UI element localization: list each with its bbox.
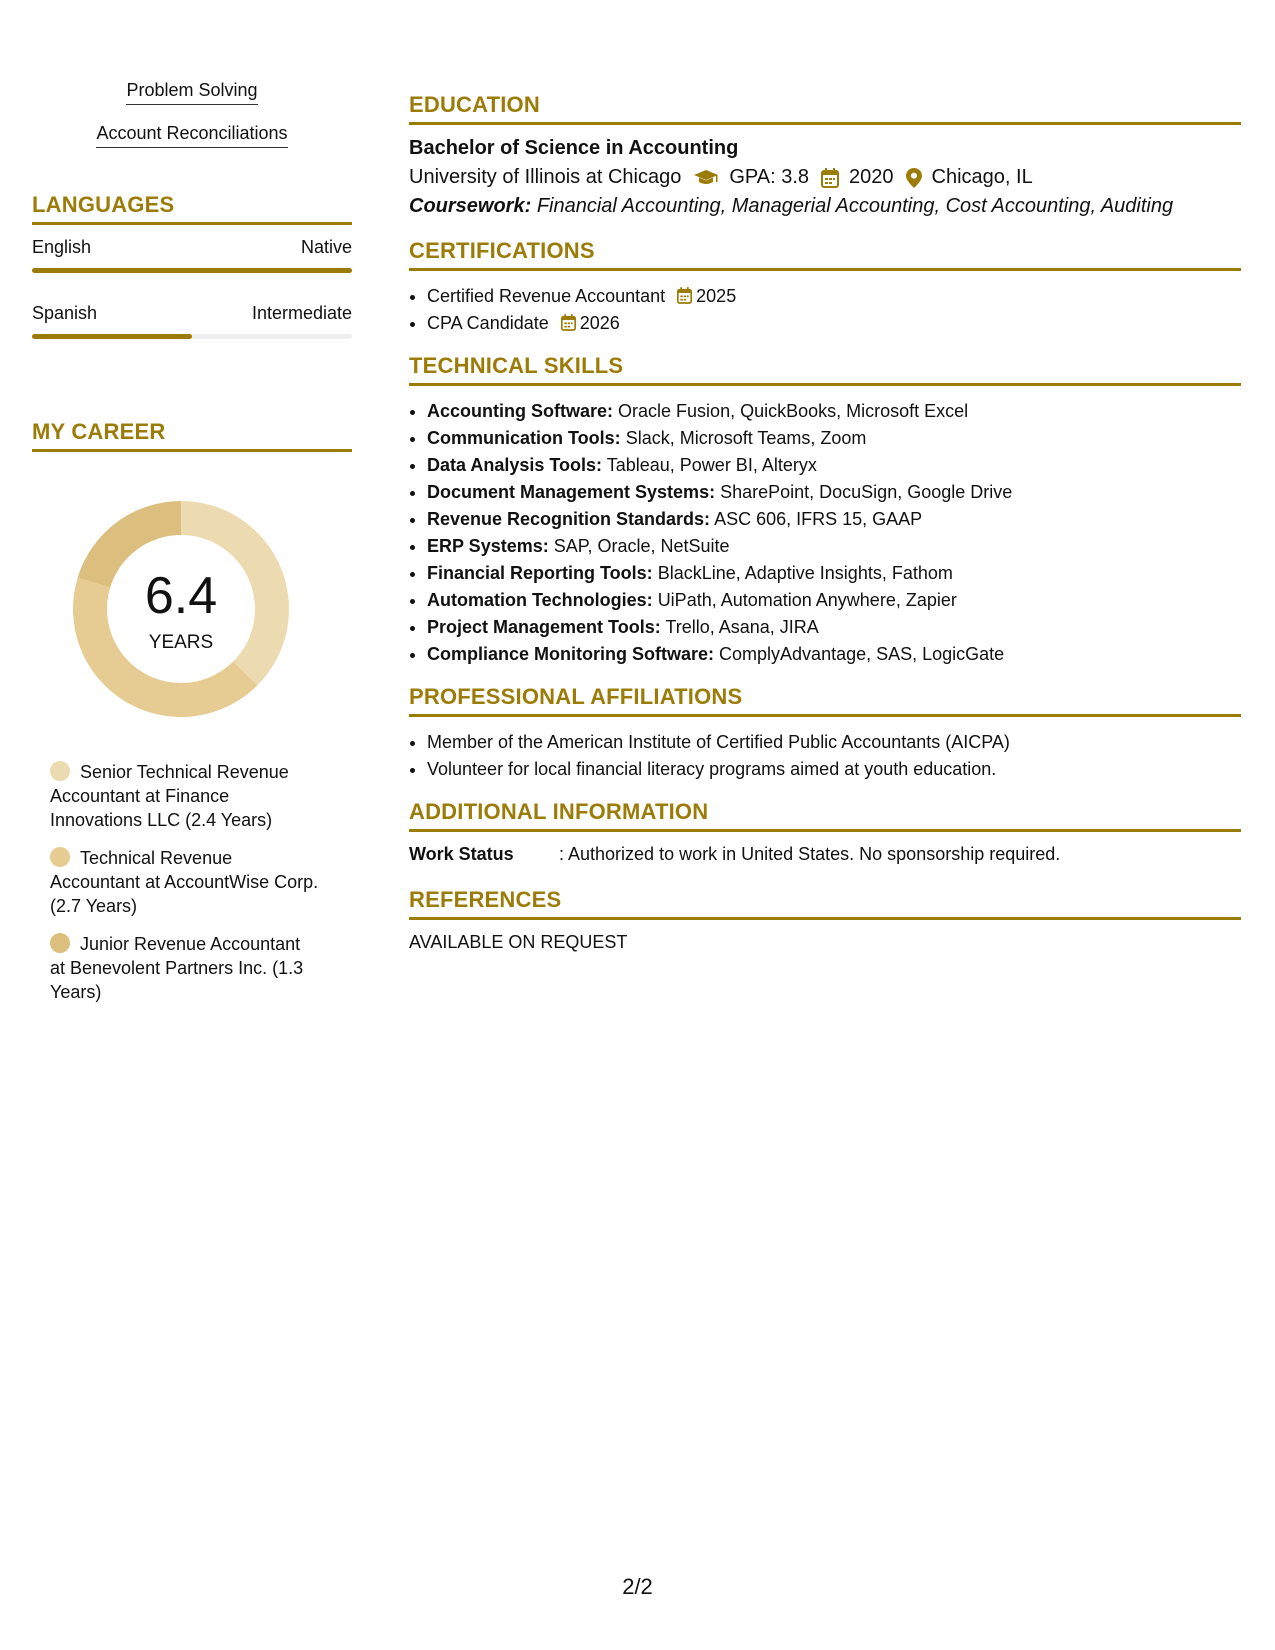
location-pin-icon: [906, 168, 922, 188]
legend-dot: [50, 847, 70, 867]
list-item: • Certified Revenue Accountant 2025: [427, 283, 1241, 310]
language-bar: [32, 268, 352, 273]
references-heading: REFERENCES: [409, 887, 1241, 920]
career-legend-item: Technical Revenue Accountant at AccountWise Corp. (2.7 Years): [50, 848, 319, 916]
language-bar-fill: [32, 268, 352, 273]
list-item: • Accounting Software: Oracle Fusion, QuickBooks, Microsoft Excel: [427, 398, 1241, 425]
coursework: [409, 195, 1241, 218]
list-item: • CPA Candidate 2026: [427, 310, 1241, 337]
degree: Bachelor of Science in Accounting: [409, 137, 739, 159]
technical-skills-heading: TECHNICAL SKILLS: [409, 353, 1241, 386]
legend-dot: [50, 933, 70, 953]
list-item: • Project Management Tools: Trello, Asana, JIRA: [427, 614, 1241, 641]
education-details: [409, 166, 1241, 189]
languages-heading: LANGUAGES: [32, 192, 352, 225]
graduation-year: 2020: [849, 166, 894, 188]
work-status-label: Work Status: [409, 844, 514, 864]
list-item: • Document Management Systems: SharePoint, DocuSign, Google Drive: [427, 479, 1241, 506]
affiliations-list: [409, 729, 1241, 783]
list-item: • Volunteer for local financial literacy programs aimed at youth education.: [427, 756, 1241, 783]
school-name: University of Illinois at Chicago: [409, 166, 682, 188]
list-item: • Revenue Recognition Standards: ASC 606, IFRS 15, GAAP: [427, 506, 1241, 533]
career-total: 6.4: [144, 567, 218, 625]
education-location: Chicago, IL: [931, 166, 1033, 188]
list-item: • Data Analysis Tools: Tableau, Power BI, Alteryx: [427, 452, 1241, 479]
list-item: • ERP Systems: SAP, Oracle, NetSuite: [427, 533, 1241, 560]
language-level: Intermediate: [251, 303, 352, 323]
certifications-heading: CERTIFICATIONS: [409, 238, 1241, 271]
affiliations-heading: PROFESSIONAL AFFILIATIONS: [409, 684, 1241, 717]
education-heading: EDUCATION: [409, 92, 1241, 125]
language-bar: [32, 334, 352, 339]
coursework-label: Coursework:: [409, 195, 532, 217]
legend-dot: [50, 761, 70, 781]
language-name: English: [32, 237, 92, 257]
calendar-icon: [677, 287, 692, 304]
page-number: 2/2: [622, 1574, 653, 1599]
career-legend-item: Senior Technical Revenue Accountant at Finance Innovations LLC (2.4 Years): [50, 762, 289, 830]
list-item: • Automation Technologies: UiPath, Automation Anywhere, Zapier: [427, 587, 1241, 614]
skill-tag: Account Reconciliations: [32, 123, 352, 148]
list-item: • Compliance Monitoring Software: ComplyAdvantage, SAS, LogicGate: [427, 641, 1241, 668]
career-legend: [50, 760, 320, 1004]
coursework-list: Financial Accounting, Managerial Accounting, Cost Accounting, Auditing: [536, 195, 1174, 217]
certifications-list: [409, 283, 1241, 337]
language-item: [32, 303, 352, 339]
language-level: Native: [300, 237, 352, 257]
career-heading: MY CAREER: [32, 419, 352, 452]
calendar-icon: [821, 168, 839, 188]
technical-skills-list: [409, 398, 1241, 668]
language-name: Spanish: [32, 303, 98, 323]
gpa: GPA: 3.8: [729, 166, 810, 188]
list-item: • Communication Tools: Slack, Microsoft Teams, Zoom: [427, 425, 1241, 452]
list-item: • Financial Reporting Tools: BlackLine, Adaptive Insights, Fathom: [427, 560, 1241, 587]
graduation-cap-icon: [693, 169, 719, 187]
career-donut: [66, 494, 296, 724]
work-status-row: [409, 844, 1241, 865]
career-legend-item: Junior Revenue Accountant at Benevolent Partners Inc. (1.3 Years): [50, 934, 304, 1002]
right-column: [409, 92, 1241, 953]
references-text: AVAILABLE ON REQUEST: [409, 932, 628, 952]
skill-tag: Problem Solving: [32, 80, 352, 105]
left-column: [32, 80, 352, 1018]
work-status-value: : Authorized to work in United States. No sponsorship required.: [559, 844, 1061, 864]
calendar-icon: [561, 314, 576, 331]
list-item: • Member of the American Institute of Certified Public Accountants (AICPA): [427, 729, 1241, 756]
additional-info-heading: ADDITIONAL INFORMATION: [409, 799, 1241, 832]
language-bar-fill: [32, 334, 192, 339]
language-item: [32, 237, 352, 273]
career-unit: YEARS: [148, 632, 214, 653]
